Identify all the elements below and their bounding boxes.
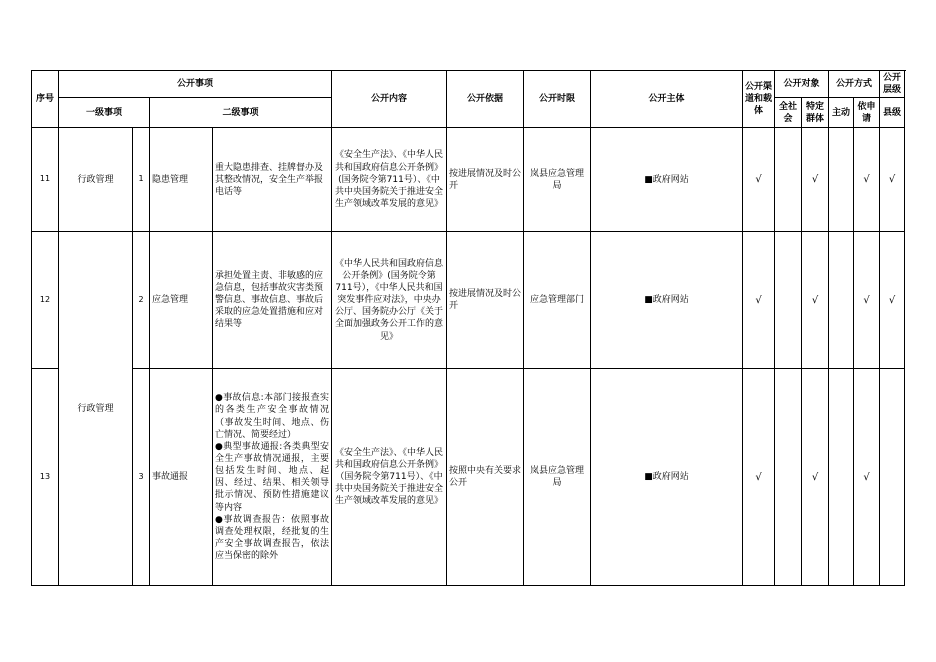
header-subject: 公开主体 xyxy=(591,71,743,128)
header-target-specific: 特定群体 xyxy=(802,98,829,128)
row-seq: 13 xyxy=(32,369,59,586)
table-row xyxy=(32,128,905,232)
row-target-all: √ xyxy=(743,369,775,586)
row-basis: 《中华人民共和国政府信息公开条例》(国务院令第711号），《中华人民共和国突发事件应对法》，中央办公厅、国务院办公厅《关于全面加强政务公开工作的意见》 xyxy=(332,232,447,369)
row-content xyxy=(213,369,332,586)
disclosure-table xyxy=(31,70,905,586)
header-level1: 一级事项 xyxy=(59,98,150,128)
row-level-township xyxy=(880,369,905,586)
row-seq: 12 xyxy=(32,232,59,369)
header-level: 公开层级 xyxy=(880,71,905,98)
row-level2: 隐患管理 xyxy=(150,128,213,232)
row-level-county: √ xyxy=(854,369,880,586)
row-target-specific xyxy=(775,128,802,232)
row-subject: 岚县应急管理局 xyxy=(524,128,591,232)
row-num: 3 xyxy=(133,369,150,586)
row-subject: 岚县应急管理局 xyxy=(524,369,591,586)
header-level-county: 县级 xyxy=(880,98,905,128)
row-level1-merged: 行政管理 xyxy=(59,232,133,586)
header-target-all: 全社会 xyxy=(775,98,802,128)
row-target-all: √ xyxy=(743,128,775,232)
row-content: 承担处置主责、非敏感的应急信息，包括事故灾害类预警信息、事故信息、事故后采取的应急处置措施和应对结果等 xyxy=(213,232,332,369)
header-channel: 公开渠道和载体 xyxy=(743,71,775,128)
content-line: ●典型事故通报:各类典型安全生产事故情况通报，主要包括发生时间、地点、起因、经过、结果、相关领导批示情况、预防性措施建议等内容 xyxy=(215,441,330,513)
table-row xyxy=(32,369,905,586)
row-level-county: √ xyxy=(854,232,880,369)
row-target-specific xyxy=(775,232,802,369)
row-level2: 事故通报 xyxy=(150,369,213,586)
row-subject: 应急管理部门 xyxy=(524,232,591,369)
content-line: ●事故信息:本部门接报查实的各类生产安全事故情况（事故发生时间、地点、伤亡情况、简要经过） xyxy=(215,393,330,440)
header-method: 公开方式 xyxy=(829,71,880,98)
row-method-request xyxy=(829,128,854,232)
row-level2: 应急管理 xyxy=(150,232,213,369)
header-public-items: 公开事项 xyxy=(59,71,332,98)
header-seq: 序号 xyxy=(32,71,59,128)
row-basis: 《安全生产法》、《中华人民共和国政府信息公开条例》(国务院令第711号）、《中共中央国务院关于推进安全生产领域改革发展的意见》 xyxy=(332,128,447,232)
header-method-request: 依申请 xyxy=(854,98,880,128)
header-content: 公开内容 xyxy=(332,71,447,128)
row-level-county: √ xyxy=(854,128,880,232)
header-time: 公开时限 xyxy=(524,71,591,128)
row-seq: 11 xyxy=(32,128,59,232)
row-method-request xyxy=(829,369,854,586)
row-target-all: √ xyxy=(743,232,775,369)
row-channel: ■政府网站 xyxy=(591,369,743,586)
table-row xyxy=(32,232,905,369)
row-content: 重大隐患排查、挂牌督办及其整改情况，安全生产举报电话等 xyxy=(213,128,332,232)
row-basis: 《安全生产法》、《中华人民共和国政府信息公开条例》（国务院令第711号）、《中共中央国务院关于推进安全生产领域改革发展的意见》 xyxy=(332,369,447,586)
header-level2: 二级事项 xyxy=(150,98,332,128)
row-num: 1 xyxy=(133,128,150,232)
header-method-active: 主动 xyxy=(829,98,854,128)
row-time: 按进展情况及时公开 xyxy=(447,232,524,369)
header-basis: 公开依据 xyxy=(447,71,524,128)
header-target: 公开对象 xyxy=(775,71,829,98)
row-time: 按进展情况及时公开 xyxy=(447,128,524,232)
row-channel: ■政府网站 xyxy=(591,128,743,232)
row-channel: ■政府网站 xyxy=(591,232,743,369)
row-level-township: √ xyxy=(880,128,905,232)
row-method-active: √ xyxy=(802,232,829,369)
content-line: ●事故调查报告：依照事故调查处理权限，经批复的生产安全事故调查报告，依法应当保密的除外 xyxy=(215,514,330,562)
row-method-request xyxy=(829,232,854,369)
row-method-active: √ xyxy=(802,128,829,232)
header-row-1 xyxy=(32,71,905,98)
row-target-specific xyxy=(775,369,802,586)
row-level1: 行政管理 xyxy=(59,128,133,232)
row-level-township: √ xyxy=(880,232,905,369)
row-method-active: √ xyxy=(802,369,829,586)
row-time: 按照中央有关要求公开 xyxy=(447,369,524,586)
row-num: 2 xyxy=(133,232,150,369)
